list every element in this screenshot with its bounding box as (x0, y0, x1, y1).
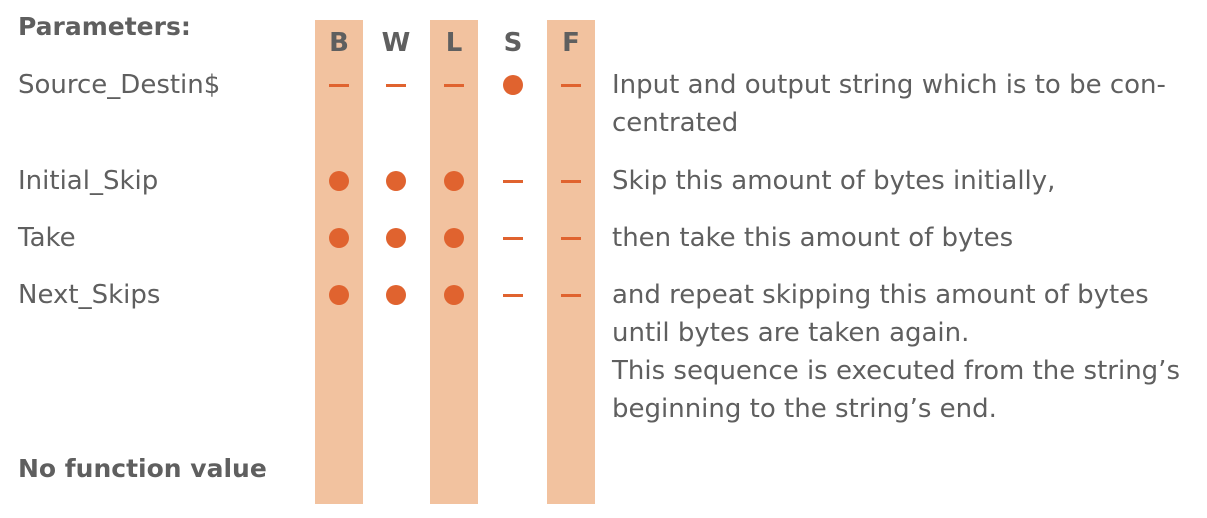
supported-dot-l (444, 171, 464, 191)
supported-dot-l (444, 285, 464, 305)
unsupported-dash-s (503, 237, 523, 240)
unsupported-dash-w (386, 84, 406, 87)
parameter-name: Next_Skips (18, 280, 161, 310)
unsupported-dash-l (444, 84, 464, 87)
parameter-name: Initial_Skip (18, 166, 159, 196)
unsupported-dash-f (561, 294, 581, 297)
column-header-l: L (445, 28, 463, 58)
parameter-name: Source_Destin$ (18, 70, 221, 100)
supported-dot-w (386, 171, 406, 191)
parameter-description-line: and repeat skipping this amount of bytes (612, 280, 1149, 310)
unsupported-dash-f (561, 180, 581, 183)
parameter-description-line: This sequence is executed from the string’s (612, 356, 1180, 386)
supported-dot-l (444, 228, 464, 248)
supported-dot-b (329, 171, 349, 191)
unsupported-dash-f (561, 237, 581, 240)
column-band-f (547, 20, 595, 504)
no-function-value: No function value (18, 454, 267, 483)
column-header-b: B (329, 28, 349, 58)
parameter-description-line: until bytes are taken again. (612, 318, 970, 348)
parameter-description-line: beginning to the string’s end. (612, 394, 997, 424)
parameter-name: Take (18, 223, 76, 253)
unsupported-dash-b (329, 84, 349, 87)
supported-dot-b (329, 285, 349, 305)
parameter-description-line: then take this amount of bytes (612, 223, 1014, 253)
supported-dot-b (329, 228, 349, 248)
column-band-b (315, 20, 363, 504)
supported-dot-w (386, 228, 406, 248)
unsupported-dash-f (561, 84, 581, 87)
supported-dot-w (386, 285, 406, 305)
column-header-f: F (562, 28, 580, 58)
unsupported-dash-s (503, 180, 523, 183)
unsupported-dash-s (503, 294, 523, 297)
parameter-description-line: centrated (612, 108, 739, 138)
column-header-w: W (381, 28, 411, 58)
parameters-title: Parameters: (18, 12, 191, 41)
column-header-s: S (503, 28, 523, 58)
column-band-l (430, 20, 478, 504)
parameter-description-line: Skip this amount of bytes initially, (612, 166, 1056, 196)
parameter-description-line: Input and output string which is to be con- (612, 70, 1166, 100)
supported-dot-s (503, 75, 523, 95)
